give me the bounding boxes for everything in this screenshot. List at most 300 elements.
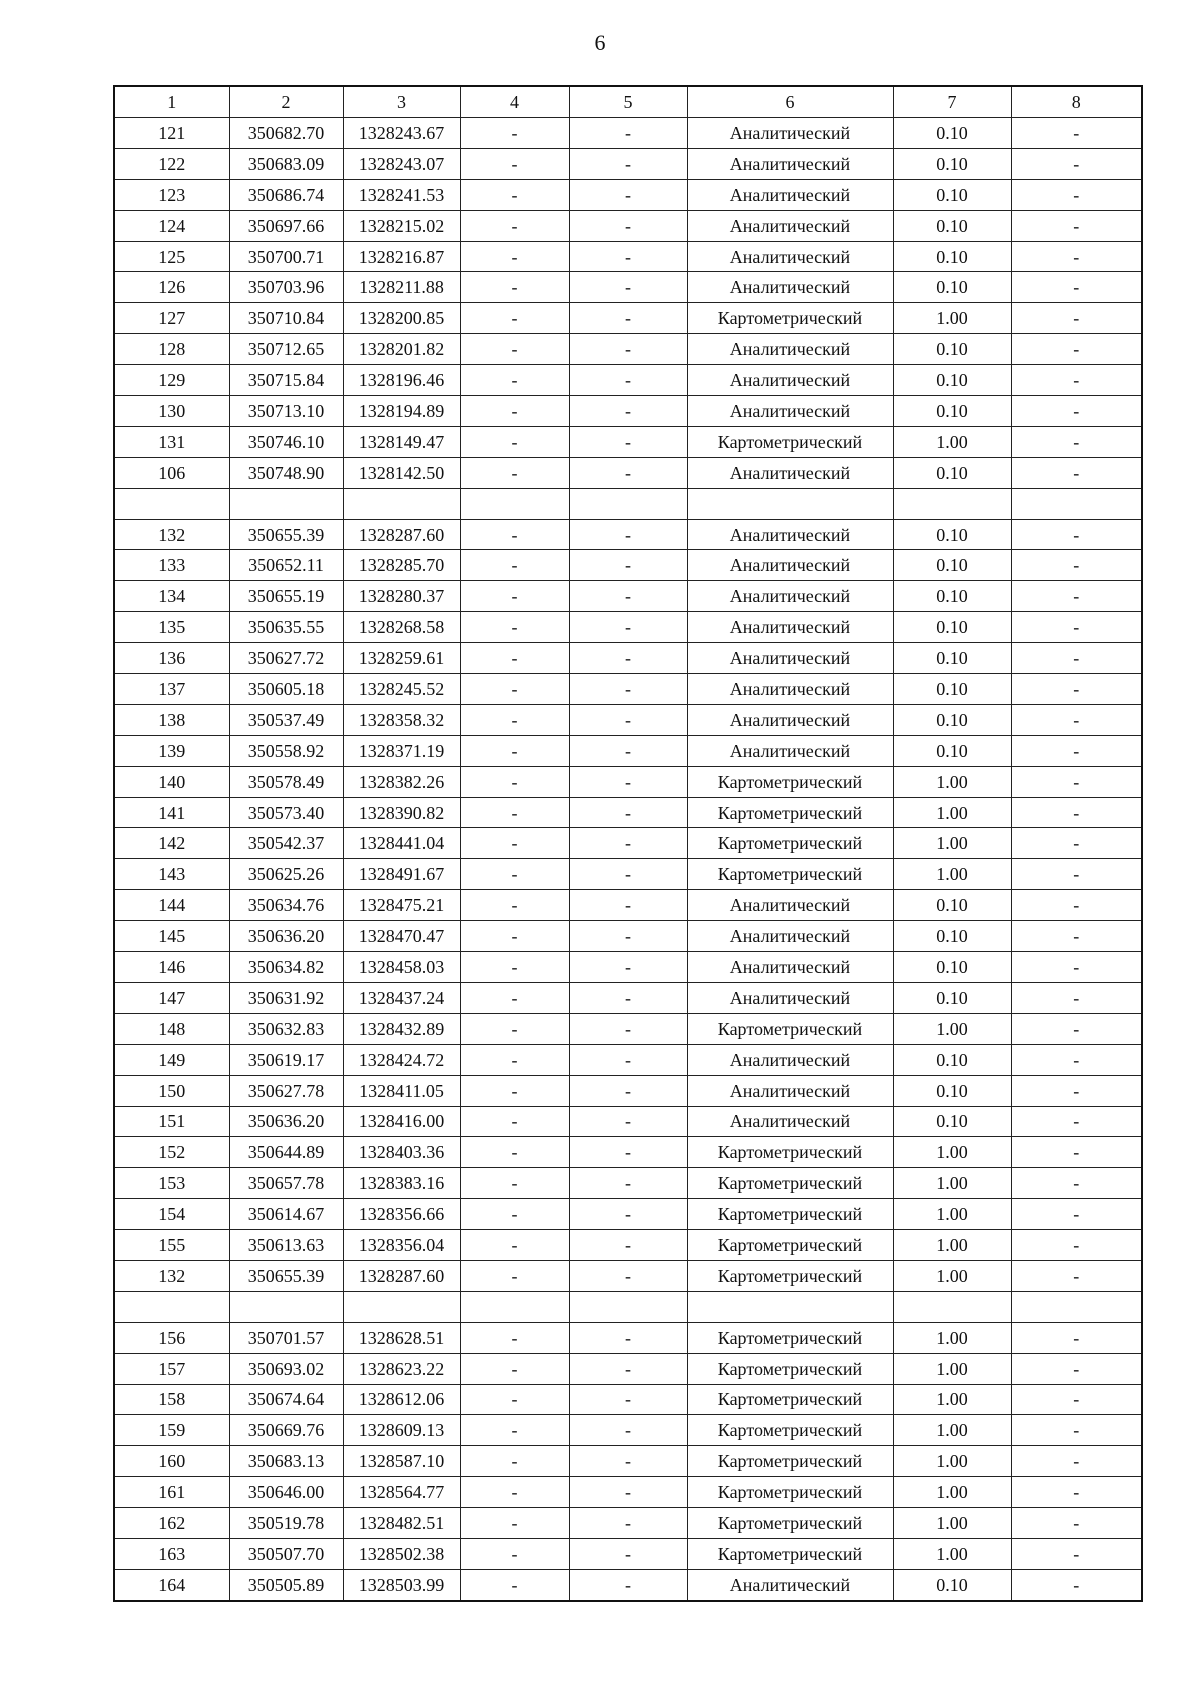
method-cell: Картометрический: [687, 1322, 893, 1353]
y-coordinate-cell: 1328564.77: [343, 1477, 460, 1508]
col4-cell: -: [460, 1230, 569, 1261]
col8-cell: -: [1011, 643, 1142, 674]
y-coordinate-cell: 1328432.89: [343, 1013, 460, 1044]
y-coordinate-cell: 1328215.02: [343, 210, 460, 241]
col5-cell: -: [569, 1353, 687, 1384]
table-row: [114, 643, 1142, 674]
accuracy-cell: 1.00: [893, 1538, 1011, 1569]
method-cell: Аналитический: [687, 735, 893, 766]
col5-cell: -: [569, 210, 687, 241]
col5-cell: -: [569, 241, 687, 272]
x-coordinate-cell: 350573.40: [229, 797, 343, 828]
point-number-cell: 123: [114, 179, 229, 210]
y-coordinate-cell: 1328470.47: [343, 921, 460, 952]
point-number-cell: 146: [114, 952, 229, 983]
y-coordinate-cell: [343, 1291, 460, 1322]
accuracy-cell: 1.00: [893, 1230, 1011, 1261]
col8-cell: -: [1011, 334, 1142, 365]
table-row: [114, 921, 1142, 952]
method-cell: Аналитический: [687, 457, 893, 488]
col4-cell: -: [460, 272, 569, 303]
point-number-cell: 142: [114, 828, 229, 859]
col4-cell: -: [460, 1044, 569, 1075]
col4-cell: -: [460, 396, 569, 427]
col8-cell: -: [1011, 581, 1142, 612]
point-number-cell: 163: [114, 1538, 229, 1569]
accuracy-cell: 0.10: [893, 457, 1011, 488]
col8-cell: -: [1011, 735, 1142, 766]
method-cell: Аналитический: [687, 1106, 893, 1137]
accuracy-cell: 0.10: [893, 1106, 1011, 1137]
point-number-cell: 156: [114, 1322, 229, 1353]
method-cell: Картометрический: [687, 1230, 893, 1261]
table-row: [114, 674, 1142, 705]
accuracy-cell: 0.10: [893, 519, 1011, 550]
header-cell: 1: [114, 86, 229, 118]
table-row: [114, 210, 1142, 241]
point-number-cell: 126: [114, 272, 229, 303]
y-coordinate-cell: 1328623.22: [343, 1353, 460, 1384]
accuracy-cell: 0.10: [893, 272, 1011, 303]
col8-cell: -: [1011, 179, 1142, 210]
method-cell: Аналитический: [687, 982, 893, 1013]
col8-cell: -: [1011, 1508, 1142, 1539]
col8-cell: -: [1011, 457, 1142, 488]
x-coordinate-cell: [229, 488, 343, 519]
x-coordinate-cell: 350655.39: [229, 1260, 343, 1291]
table-row: [114, 426, 1142, 457]
point-number-cell: 124: [114, 210, 229, 241]
col5-cell: -: [569, 1106, 687, 1137]
col5-cell: -: [569, 1569, 687, 1600]
col4-cell: -: [460, 1538, 569, 1569]
x-coordinate-cell: 350700.71: [229, 241, 343, 272]
y-coordinate-cell: 1328358.32: [343, 704, 460, 735]
point-number-cell: 144: [114, 890, 229, 921]
table-row: [114, 982, 1142, 1013]
x-coordinate-cell: 350537.49: [229, 704, 343, 735]
x-coordinate-cell: 350631.92: [229, 982, 343, 1013]
x-coordinate-cell: 350613.63: [229, 1230, 343, 1261]
point-number-cell: 151: [114, 1106, 229, 1137]
col5-cell: -: [569, 859, 687, 890]
accuracy-cell: [893, 488, 1011, 519]
accuracy-cell: 0.10: [893, 674, 1011, 705]
y-coordinate-cell: 1328287.60: [343, 519, 460, 550]
point-number-cell: 150: [114, 1075, 229, 1106]
point-number-cell: 128: [114, 334, 229, 365]
header-cell: 4: [460, 86, 569, 118]
col4-cell: -: [460, 1075, 569, 1106]
col4-cell: -: [460, 1137, 569, 1168]
table-row: [114, 118, 1142, 149]
accuracy-cell: 0.10: [893, 334, 1011, 365]
accuracy-cell: 1.00: [893, 1353, 1011, 1384]
col4-cell: -: [460, 952, 569, 983]
method-cell: Картометрический: [687, 1446, 893, 1477]
y-coordinate-cell: 1328149.47: [343, 426, 460, 457]
x-coordinate-cell: 350657.78: [229, 1168, 343, 1199]
point-number-cell: 160: [114, 1446, 229, 1477]
accuracy-cell: 1.00: [893, 1137, 1011, 1168]
x-coordinate-cell: 350542.37: [229, 828, 343, 859]
y-coordinate-cell: 1328482.51: [343, 1508, 460, 1539]
x-coordinate-cell: 350646.00: [229, 1477, 343, 1508]
col5-cell: [569, 1291, 687, 1322]
col5-cell: -: [569, 1230, 687, 1261]
header-cell: 3: [343, 86, 460, 118]
x-coordinate-cell: 350748.90: [229, 457, 343, 488]
col4-cell: -: [460, 704, 569, 735]
point-number-cell: 157: [114, 1353, 229, 1384]
accuracy-cell: [893, 1291, 1011, 1322]
method-cell: Аналитический: [687, 1044, 893, 1075]
point-number-cell: 143: [114, 859, 229, 890]
accuracy-cell: 0.10: [893, 921, 1011, 952]
x-coordinate-cell: 350697.66: [229, 210, 343, 241]
table-row: [114, 303, 1142, 334]
point-number-cell: 145: [114, 921, 229, 952]
point-number-cell: 149: [114, 1044, 229, 1075]
point-number-cell: 136: [114, 643, 229, 674]
table-row: [114, 1538, 1142, 1569]
col5-cell: -: [569, 952, 687, 983]
y-coordinate-cell: 1328211.88: [343, 272, 460, 303]
y-coordinate-cell: 1328491.67: [343, 859, 460, 890]
col8-cell: -: [1011, 365, 1142, 396]
method-cell: Картометрический: [687, 1013, 893, 1044]
y-coordinate-cell: 1328243.07: [343, 148, 460, 179]
col5-cell: -: [569, 1477, 687, 1508]
point-number-cell: 148: [114, 1013, 229, 1044]
col8-cell: -: [1011, 828, 1142, 859]
point-number-cell: 164: [114, 1569, 229, 1600]
col5-cell: -: [569, 1260, 687, 1291]
table-row: [114, 550, 1142, 581]
point-number-cell: [114, 1291, 229, 1322]
accuracy-cell: 1.00: [893, 426, 1011, 457]
accuracy-cell: 1.00: [893, 1477, 1011, 1508]
table-row: [114, 952, 1142, 983]
accuracy-cell: 1.00: [893, 1168, 1011, 1199]
col4-cell: -: [460, 241, 569, 272]
method-cell: Аналитический: [687, 921, 893, 952]
x-coordinate-cell: 350558.92: [229, 735, 343, 766]
table-row: [114, 1384, 1142, 1415]
point-number-cell: 129: [114, 365, 229, 396]
method-cell: Аналитический: [687, 890, 893, 921]
point-number-cell: 161: [114, 1477, 229, 1508]
y-coordinate-cell: 1328356.66: [343, 1199, 460, 1230]
x-coordinate-cell: 350683.09: [229, 148, 343, 179]
col4-cell: -: [460, 1477, 569, 1508]
method-cell: Аналитический: [687, 210, 893, 241]
col8-cell: [1011, 1291, 1142, 1322]
table-row: [114, 1260, 1142, 1291]
col8-cell: -: [1011, 612, 1142, 643]
col8-cell: -: [1011, 1168, 1142, 1199]
accuracy-cell: 0.10: [893, 1075, 1011, 1106]
x-coordinate-cell: 350655.19: [229, 581, 343, 612]
method-cell: Аналитический: [687, 550, 893, 581]
x-coordinate-cell: 350693.02: [229, 1353, 343, 1384]
col8-cell: -: [1011, 426, 1142, 457]
x-coordinate-cell: 350625.26: [229, 859, 343, 890]
accuracy-cell: 0.10: [893, 241, 1011, 272]
table-row: [114, 1168, 1142, 1199]
table-row: [114, 581, 1142, 612]
method-cell: Картометрический: [687, 1477, 893, 1508]
accuracy-cell: 1.00: [893, 859, 1011, 890]
table-row: [114, 1415, 1142, 1446]
method-cell: Картометрический: [687, 1508, 893, 1539]
col4-cell: -: [460, 1384, 569, 1415]
table-body: [114, 86, 1142, 1601]
col8-cell: -: [1011, 550, 1142, 581]
method-cell: Аналитический: [687, 1569, 893, 1600]
method-cell: Картометрический: [687, 797, 893, 828]
x-coordinate-cell: 350713.10: [229, 396, 343, 427]
y-coordinate-cell: 1328503.99: [343, 1569, 460, 1600]
point-number-cell: 159: [114, 1415, 229, 1446]
table-row: [114, 1446, 1142, 1477]
col4-cell: -: [460, 118, 569, 149]
method-cell: Картометрический: [687, 426, 893, 457]
col8-cell: -: [1011, 303, 1142, 334]
col5-cell: -: [569, 303, 687, 334]
header-row: [114, 86, 1142, 118]
y-coordinate-cell: 1328142.50: [343, 457, 460, 488]
table-row: [114, 1137, 1142, 1168]
col8-cell: -: [1011, 766, 1142, 797]
col4-cell: -: [460, 1508, 569, 1539]
page-number: 6: [594, 30, 606, 55]
col8-cell: -: [1011, 982, 1142, 1013]
table-row: [114, 1106, 1142, 1137]
col4-cell: -: [460, 365, 569, 396]
method-cell: Аналитический: [687, 581, 893, 612]
col8-cell: -: [1011, 396, 1142, 427]
table-row: [114, 859, 1142, 890]
y-coordinate-cell: 1328245.52: [343, 674, 460, 705]
accuracy-cell: 0.10: [893, 1569, 1011, 1600]
y-coordinate-cell: 1328243.67: [343, 118, 460, 149]
col4-cell: -: [460, 890, 569, 921]
y-coordinate-cell: 1328268.58: [343, 612, 460, 643]
col5-cell: -: [569, 1168, 687, 1199]
method-cell: Аналитический: [687, 643, 893, 674]
y-coordinate-cell: 1328200.85: [343, 303, 460, 334]
x-coordinate-cell: 350703.96: [229, 272, 343, 303]
method-cell: Картометрический: [687, 1538, 893, 1569]
x-coordinate-cell: 350674.64: [229, 1384, 343, 1415]
y-coordinate-cell: 1328356.04: [343, 1230, 460, 1261]
table-row: [114, 519, 1142, 550]
table-row: [114, 612, 1142, 643]
method-cell: Аналитический: [687, 148, 893, 179]
header-cell: 8: [1011, 86, 1142, 118]
col8-cell: -: [1011, 797, 1142, 828]
x-coordinate-cell: 350636.20: [229, 1106, 343, 1137]
col5-cell: -: [569, 550, 687, 581]
point-number-cell: 155: [114, 1230, 229, 1261]
y-coordinate-cell: 1328285.70: [343, 550, 460, 581]
accuracy-cell: 0.10: [893, 982, 1011, 1013]
point-number-cell: 137: [114, 674, 229, 705]
col4-cell: -: [460, 674, 569, 705]
col5-cell: -: [569, 1415, 687, 1446]
coordinates-table: [113, 85, 1143, 1602]
table-row: [114, 828, 1142, 859]
col8-cell: -: [1011, 1075, 1142, 1106]
y-coordinate-cell: [343, 488, 460, 519]
table-row: [114, 1477, 1142, 1508]
accuracy-cell: 1.00: [893, 1013, 1011, 1044]
point-number-cell: 135: [114, 612, 229, 643]
x-coordinate-cell: 350614.67: [229, 1199, 343, 1230]
col4-cell: -: [460, 550, 569, 581]
accuracy-cell: 0.10: [893, 210, 1011, 241]
accuracy-cell: 0.10: [893, 396, 1011, 427]
y-coordinate-cell: 1328628.51: [343, 1322, 460, 1353]
col5-cell: -: [569, 828, 687, 859]
y-coordinate-cell: 1328502.38: [343, 1538, 460, 1569]
method-cell: Картометрический: [687, 1260, 893, 1291]
y-coordinate-cell: 1328390.82: [343, 797, 460, 828]
y-coordinate-cell: 1328475.21: [343, 890, 460, 921]
col4-cell: -: [460, 581, 569, 612]
table-row: [114, 1013, 1142, 1044]
y-coordinate-cell: 1328416.00: [343, 1106, 460, 1137]
col4-cell: -: [460, 1322, 569, 1353]
col4-cell: [460, 1291, 569, 1322]
col8-cell: -: [1011, 1230, 1142, 1261]
accuracy-cell: 0.10: [893, 148, 1011, 179]
table-row: [114, 1291, 1142, 1322]
table-row: [114, 1199, 1142, 1230]
col4-cell: -: [460, 859, 569, 890]
point-number-cell: 122: [114, 148, 229, 179]
accuracy-cell: 1.00: [893, 828, 1011, 859]
point-number-cell: 141: [114, 797, 229, 828]
table-row: [114, 272, 1142, 303]
col4-cell: -: [460, 982, 569, 1013]
col8-cell: -: [1011, 674, 1142, 705]
y-coordinate-cell: 1328371.19: [343, 735, 460, 766]
table-row: [114, 1075, 1142, 1106]
method-cell: Аналитический: [687, 396, 893, 427]
point-number-cell: 162: [114, 1508, 229, 1539]
x-coordinate-cell: 350634.82: [229, 952, 343, 983]
col4-cell: -: [460, 1569, 569, 1600]
accuracy-cell: 0.10: [893, 890, 1011, 921]
method-cell: Аналитический: [687, 674, 893, 705]
col4-cell: -: [460, 1260, 569, 1291]
col5-cell: -: [569, 890, 687, 921]
col5-cell: -: [569, 1075, 687, 1106]
x-coordinate-cell: [229, 1291, 343, 1322]
x-coordinate-cell: 350627.78: [229, 1075, 343, 1106]
col8-cell: -: [1011, 272, 1142, 303]
method-cell: Аналитический: [687, 612, 893, 643]
table-row: [114, 735, 1142, 766]
col8-cell: -: [1011, 859, 1142, 890]
point-number-cell: 154: [114, 1199, 229, 1230]
method-cell: Картометрический: [687, 766, 893, 797]
method-cell: Картометрический: [687, 1199, 893, 1230]
accuracy-cell: 0.10: [893, 735, 1011, 766]
x-coordinate-cell: 350605.18: [229, 674, 343, 705]
accuracy-cell: 1.00: [893, 1415, 1011, 1446]
col5-cell: -: [569, 735, 687, 766]
x-coordinate-cell: 350636.20: [229, 921, 343, 952]
table-row: [114, 1508, 1142, 1539]
table-row: [114, 148, 1142, 179]
point-number-cell: 121: [114, 118, 229, 149]
col5-cell: -: [569, 766, 687, 797]
x-coordinate-cell: 350655.39: [229, 519, 343, 550]
col8-cell: -: [1011, 1415, 1142, 1446]
col5-cell: -: [569, 179, 687, 210]
y-coordinate-cell: 1328194.89: [343, 396, 460, 427]
point-number-cell: 127: [114, 303, 229, 334]
method-cell: Картометрический: [687, 1137, 893, 1168]
y-coordinate-cell: 1328280.37: [343, 581, 460, 612]
x-coordinate-cell: 350686.74: [229, 179, 343, 210]
col5-cell: -: [569, 1446, 687, 1477]
y-coordinate-cell: 1328259.61: [343, 643, 460, 674]
point-number-cell: 132: [114, 519, 229, 550]
col5-cell: -: [569, 674, 687, 705]
table-row: [114, 1230, 1142, 1261]
table-row: [114, 179, 1142, 210]
x-coordinate-cell: 350507.70: [229, 1538, 343, 1569]
x-coordinate-cell: 350632.83: [229, 1013, 343, 1044]
method-cell: Аналитический: [687, 272, 893, 303]
method-cell: Аналитический: [687, 704, 893, 735]
method-cell: Аналитический: [687, 118, 893, 149]
col5-cell: -: [569, 519, 687, 550]
col4-cell: -: [460, 210, 569, 241]
accuracy-cell: 1.00: [893, 1508, 1011, 1539]
method-cell: Аналитический: [687, 241, 893, 272]
method-cell: Картометрический: [687, 1168, 893, 1199]
accuracy-cell: 0.10: [893, 704, 1011, 735]
y-coordinate-cell: 1328441.04: [343, 828, 460, 859]
point-number-cell: 138: [114, 704, 229, 735]
table-row: [114, 1322, 1142, 1353]
table-row: [114, 1569, 1142, 1600]
point-number-cell: 132: [114, 1260, 229, 1291]
table-row: [114, 766, 1142, 797]
col4-cell: -: [460, 921, 569, 952]
y-coordinate-cell: 1328403.36: [343, 1137, 460, 1168]
col4-cell: -: [460, 766, 569, 797]
col5-cell: -: [569, 643, 687, 674]
col4-cell: -: [460, 735, 569, 766]
col4-cell: -: [460, 148, 569, 179]
y-coordinate-cell: 1328241.53: [343, 179, 460, 210]
x-coordinate-cell: 350627.72: [229, 643, 343, 674]
table-row: [114, 457, 1142, 488]
table-row: [114, 241, 1142, 272]
x-coordinate-cell: 350519.78: [229, 1508, 343, 1539]
col8-cell: -: [1011, 1199, 1142, 1230]
col5-cell: -: [569, 704, 687, 735]
x-coordinate-cell: 350746.10: [229, 426, 343, 457]
col8-cell: -: [1011, 1044, 1142, 1075]
col5-cell: -: [569, 118, 687, 149]
